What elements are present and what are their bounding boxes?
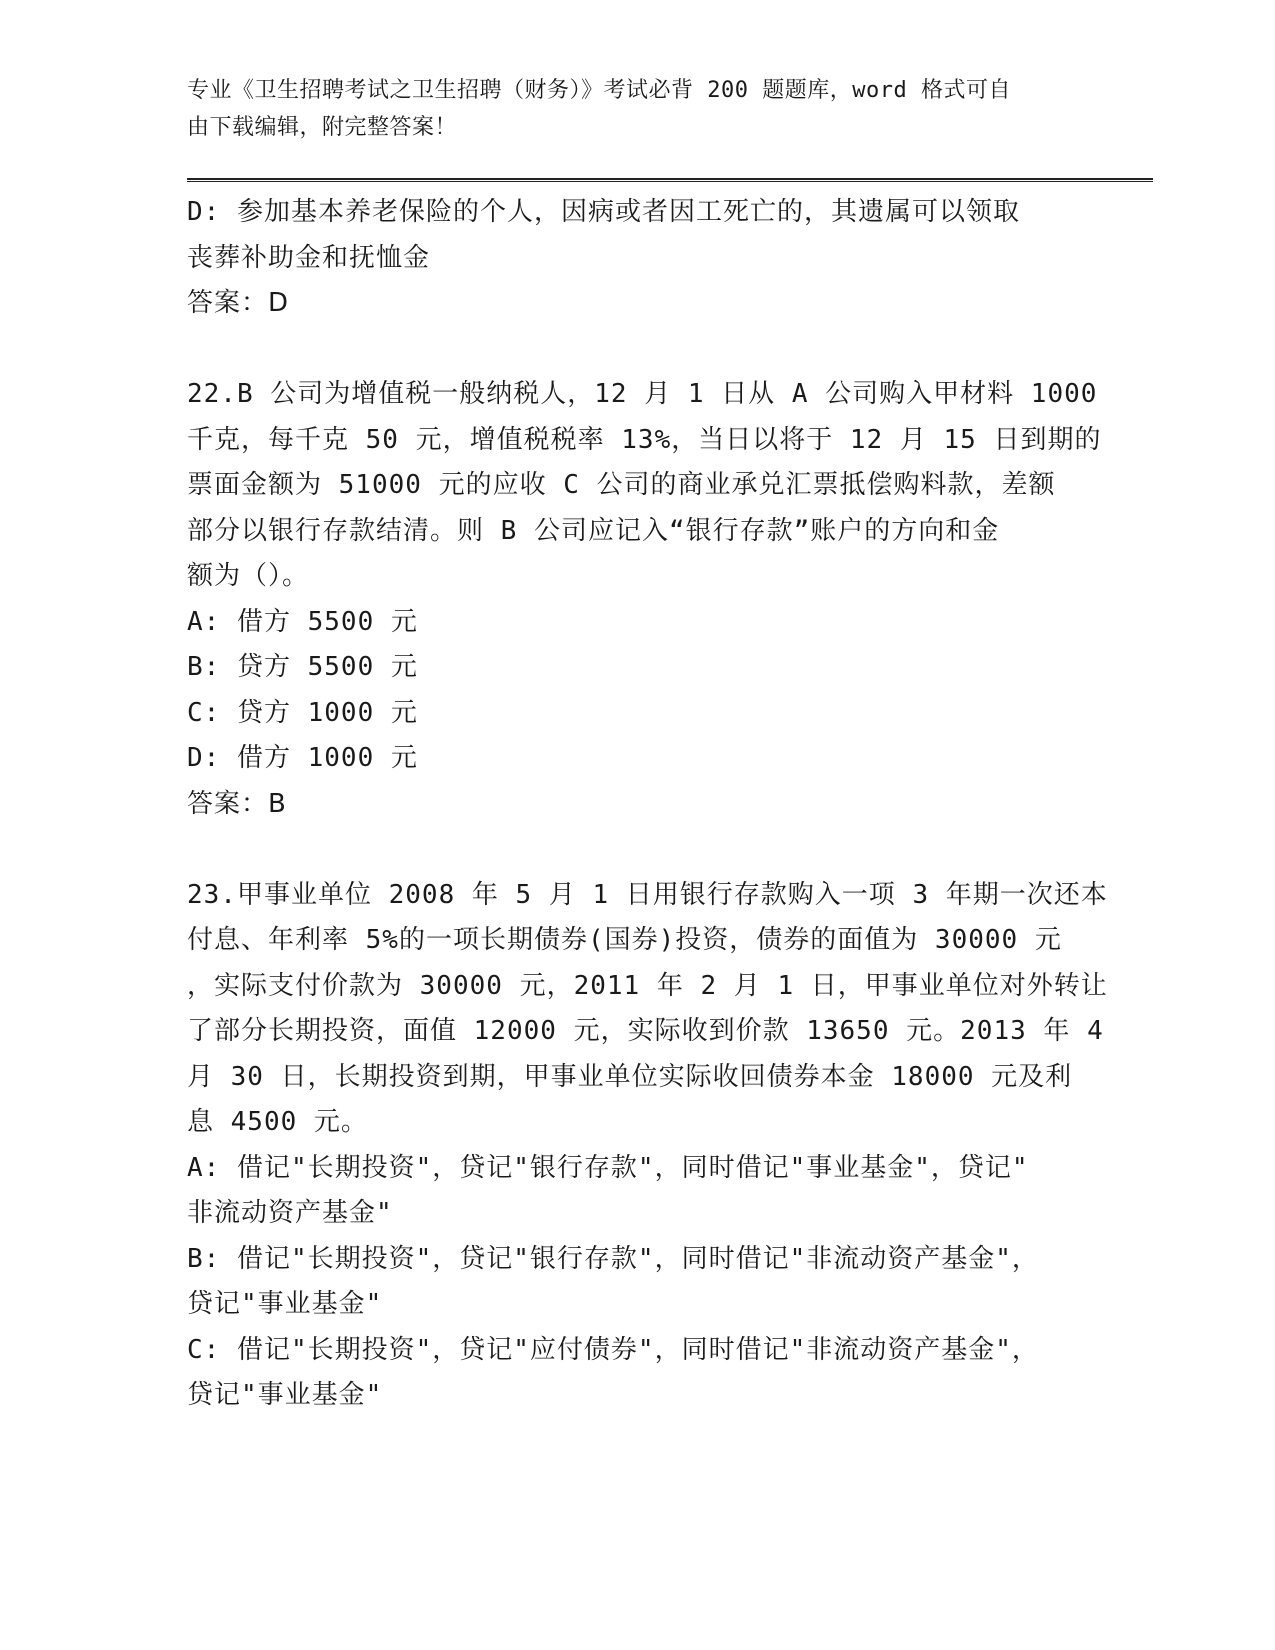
question-text: 月 30 日，长期投资到期，甲事业单位实际收回债券本金 18000 元及利 xyxy=(187,1061,1073,1092)
option-c: C: 贷方 1000 元 xyxy=(187,697,418,728)
option-a-continued: 非流动资产基金" xyxy=(187,1198,393,1228)
question-23 xyxy=(187,873,1108,1419)
spacer xyxy=(187,327,1077,373)
question-22 xyxy=(187,372,1102,827)
header-divider xyxy=(187,178,1153,182)
answer-22: 答案：B xyxy=(187,788,287,819)
question-text: 了部分长期投资，面值 12000 元，实际收到价款 13650 元。2013 年 4 xyxy=(187,1016,1104,1046)
question-text: 23.甲事业单位 2008 年 5 月 1 日用银行存款购入一项 3 年期一次还本 xyxy=(187,879,1108,910)
header-line: 由下载编辑，附完整答案！ xyxy=(187,115,458,140)
option-b: B: 借记"长期投资"，贷记"银行存款"，同时借记"非流动资产基金"， xyxy=(187,1243,1039,1274)
option-d: D: 参加基本养老保险的个人，因病或者因工死亡的，其遗属可以领取 xyxy=(187,197,1020,227)
spacer xyxy=(187,827,1077,873)
question-text: 22.B 公司为增值税一般纳税人，12 月 1 日从 A 公司购入甲材料 1000 xyxy=(187,379,1098,409)
question-text: 额为（）。 xyxy=(187,561,310,591)
option-d-continued: 丧葬补助金和抚恤金 xyxy=(187,242,431,273)
option-a: A: 借记"长期投资"，贷记"银行存款"，同时借记"事业基金"，贷记" xyxy=(187,1152,1029,1183)
question-text: ，实际支付价款为 30000 元，2011 年 2 月 1 日，甲事业单位对外转让 xyxy=(187,970,1108,1001)
question-text: 息 4500 元。 xyxy=(187,1107,368,1137)
document-header xyxy=(187,72,1067,146)
question-text: 付息、年利率 5%的一项长期债券(国券)投资，债券的面值为 30000 元 xyxy=(187,925,1062,955)
question-text: 票面金额为 51000 元的应收 C 公司的商业承兑汇票抵偿购料款，差额 xyxy=(187,470,1056,500)
option-b: B: 贷方 5500 元 xyxy=(187,652,418,682)
option-d: D: 借方 1000 元 xyxy=(187,743,418,773)
option-a: A: 借方 5500 元 xyxy=(187,606,418,637)
document-body xyxy=(187,190,1108,1419)
option-c-continued: 贷记"事业基金" xyxy=(187,1380,383,1410)
question-text: 千克，每千克 50 元，增值税税率 13%，当日以将于 12 月 15 日到期的 xyxy=(187,424,1102,455)
option-b-continued: 贷记"事业基金" xyxy=(187,1289,383,1319)
header-line: 专业《卫生招聘考试之卫生招聘（财务）》考试必背 200 题题库，word 格式可自 xyxy=(187,78,1011,103)
question-text: 部分以银行存款结清。则 B 公司应记入“银行存款”账户的方向和金 xyxy=(187,515,1000,546)
option-c: C: 借记"长期投资"，贷记"应付债券"，同时借记"非流动资产基金"， xyxy=(187,1334,1039,1365)
answer-21: 答案：D xyxy=(187,288,290,318)
question-21-tail xyxy=(187,190,1077,327)
